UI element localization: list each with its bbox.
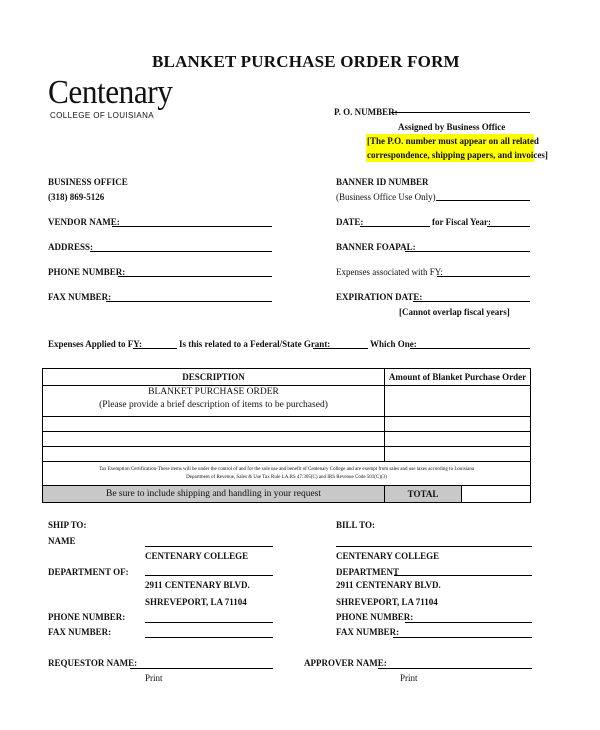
description-header: DESCRIPTION [43, 369, 385, 386]
ship-to-fax-label: FAX NUMBER: [48, 627, 112, 637]
vendor-fax-field[interactable] [106, 301, 272, 302]
bill-to-department-label: DEPARTMENT [336, 567, 400, 577]
amount-header: Amount of Blanket Purchase Order [385, 369, 531, 386]
logo-subtitle: COLLEGE OF LOUISIANA [50, 111, 155, 120]
expiration-date-label: EXPIRATION DATE: [336, 292, 423, 302]
bill-to-city: SHREVEPORT, LA 71104 [336, 597, 438, 607]
expenses-fy-label: Expenses associated with FY: [336, 267, 443, 277]
banner-foapal-label: BANNER FOAPAL: [336, 242, 416, 252]
which-one-field[interactable] [410, 348, 530, 349]
ship-to-department-label: DEPARTMENT OF: [48, 567, 129, 577]
expenses-fy-field[interactable] [437, 276, 530, 277]
amount-cell[interactable] [385, 447, 531, 462]
total-row [43, 486, 531, 503]
po-number-label: P. O. NUMBER: [334, 107, 398, 117]
business-office-label: BUSINESS OFFICE [48, 177, 128, 187]
total-amount-field[interactable] [462, 486, 530, 502]
expiration-note: [Cannot overlap fiscal years] [399, 307, 510, 317]
tax-exemption-line2: Department of Revenue, Sales & Use Tax Rule LA.RS 47:305(C) and IRS Revenue Code 501(C)(3) [186, 474, 387, 480]
bill-to-fax-field[interactable] [393, 637, 532, 638]
bill-to-department-field[interactable] [394, 575, 532, 576]
expenses-applied-label: Expenses Applied to FY: [48, 339, 142, 349]
description-title: BLANKET PURCHASE ORDER [148, 387, 279, 397]
bill-to-phone-field[interactable] [405, 622, 532, 623]
description-cell[interactable] [43, 417, 385, 432]
ship-to-name-label: NAME [48, 536, 76, 546]
vendor-name-label: VENDOR NAME: [48, 217, 120, 227]
amount-cell[interactable] [385, 417, 531, 432]
amount-cell[interactable] [385, 432, 531, 447]
requestor-name-label: REQUESTOR NAME: [48, 658, 138, 668]
table-row [43, 386, 531, 417]
fiscal-year-label: for Fiscal Year: [432, 217, 491, 227]
vendor-phone-label: PHONE NUMBER: [48, 267, 126, 277]
vendor-phone-field[interactable] [118, 276, 272, 277]
bill-to-phone-label: PHONE NUMBER: [336, 612, 414, 622]
ship-to-college: CENTENARY COLLEGE [145, 551, 249, 561]
business-office-phone: (318) 869-5126 [48, 192, 105, 202]
date-label: DATE: [336, 217, 364, 227]
approver-name-field[interactable] [378, 668, 532, 669]
bill-to-name-field[interactable] [336, 546, 532, 547]
description-hint: (Please provide a brief description of items to be purchased) [99, 400, 328, 410]
description-cell[interactable] [43, 447, 385, 462]
banner-foapal-field[interactable] [405, 251, 530, 252]
approver-print-label: Print [400, 673, 418, 683]
description-table [42, 368, 531, 503]
bill-to-label: BILL TO: [336, 520, 375, 530]
total-label: TOTAL [385, 486, 462, 502]
expenses-applied-field[interactable] [133, 348, 177, 349]
vendor-name-field[interactable] [112, 226, 272, 227]
table-row [43, 417, 531, 432]
banner-id-sub: (Business Office Use Only) [336, 192, 436, 202]
table-row [43, 447, 531, 462]
vendor-address-field[interactable] [90, 251, 272, 252]
total-cell [385, 486, 531, 503]
date-field[interactable] [360, 226, 430, 227]
fiscal-year-field[interactable] [487, 226, 530, 227]
requestor-print-label: Print [145, 673, 163, 683]
approver-name-label: APPROVER NAME: [304, 658, 387, 668]
ship-to-department-field[interactable] [145, 575, 273, 576]
tax-exemption-row [43, 462, 531, 486]
vendor-address-label: ADDRESS: [48, 242, 94, 252]
bill-to-fax-label: FAX NUMBER: [336, 627, 400, 637]
requestor-name-field[interactable] [130, 668, 273, 669]
po-number-field[interactable] [392, 112, 530, 113]
table-row [43, 432, 531, 447]
form-title: BLANKET PURCHASE ORDER FORM [152, 52, 460, 71]
description-cell[interactable] [43, 386, 385, 417]
po-note-line1: [The P.O. number must appear on all related [367, 136, 539, 146]
tax-exemption-line1: Tax Exemption Certification-These items will be under the control of and for the sole use and benefit of Centenary College and are exempt from sales and use taxes according to Louisiana [98, 466, 475, 472]
table-header-row [43, 369, 531, 386]
shipping-note: Be sure to include shipping and handling in your request [43, 486, 385, 503]
tax-exemption-cell [43, 462, 531, 486]
ship-to-name-field[interactable] [145, 546, 273, 547]
expiration-date-field[interactable] [413, 301, 530, 302]
bill-to-street: 2911 CENTENARY BLVD. [336, 580, 441, 590]
description-cell[interactable] [43, 432, 385, 447]
ship-to-phone-label: PHONE NUMBER: [48, 612, 126, 622]
po-note-line2: correspondence, shipping papers, and invoices] [367, 150, 548, 160]
ship-to-city: SHREVEPORT, LA 71104 [145, 597, 247, 607]
bill-to-college: CENTENARY COLLEGE [336, 551, 440, 561]
grant-answer-field[interactable] [313, 348, 368, 349]
banner-id-field[interactable] [436, 200, 530, 201]
ship-to-label: SHIP TO: [48, 520, 87, 530]
ship-to-fax-field[interactable] [145, 637, 273, 638]
banner-id-label: BANNER ID NUMBER [336, 177, 429, 187]
grant-question-label: Is this related to a Federal/State Grant: [179, 339, 331, 349]
vendor-fax-label: FAX NUMBER: [48, 292, 112, 302]
centenary-logo: Centenary [48, 74, 173, 111]
po-assigned-note: Assigned by Business Office [398, 122, 506, 132]
amount-cell[interactable] [385, 386, 531, 417]
ship-to-phone-field[interactable] [145, 622, 273, 623]
ship-to-street: 2911 CENTENARY BLVD. [145, 580, 250, 590]
which-one-label: Which One: [370, 339, 417, 349]
